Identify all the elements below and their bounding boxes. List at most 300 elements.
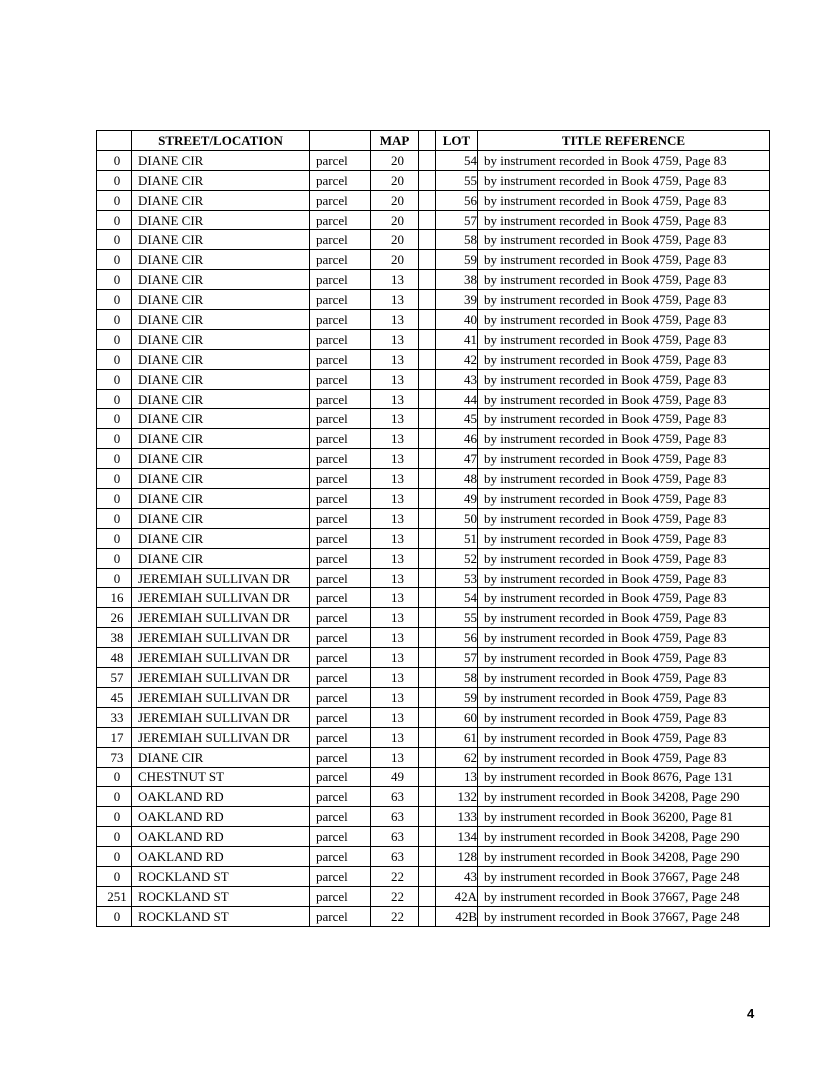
cell-number: 0: [97, 548, 132, 568]
cell-type: parcel: [310, 588, 371, 608]
cell-type: parcel: [310, 668, 371, 688]
cell-map: 13: [371, 290, 419, 310]
table-row: [97, 290, 770, 310]
cell-title-reference: by instrument recorded in Book 34208, Page 290: [478, 787, 770, 807]
cell-map: 13: [371, 668, 419, 688]
cell-map: 22: [371, 886, 419, 906]
cell-spacer: [419, 349, 436, 369]
cell-spacer: [419, 787, 436, 807]
cell-spacer: [419, 648, 436, 668]
cell-type: parcel: [310, 508, 371, 528]
cell-street-location: CHESTNUT ST: [132, 767, 310, 787]
cell-title-reference: by instrument recorded in Book 4759, Page 83: [478, 489, 770, 509]
cell-spacer: [419, 668, 436, 688]
cell-spacer: [419, 528, 436, 548]
cell-lot: 43: [436, 866, 478, 886]
cell-title-reference: by instrument recorded in Book 4759, Page 83: [478, 449, 770, 469]
table-row: [97, 270, 770, 290]
cell-map: 13: [371, 310, 419, 330]
cell-spacer: [419, 469, 436, 489]
cell-spacer: [419, 847, 436, 867]
cell-number: 0: [97, 150, 132, 170]
cell-spacer: [419, 767, 436, 787]
cell-lot: 42B: [436, 906, 478, 926]
table-row: [97, 230, 770, 250]
table-row: [97, 568, 770, 588]
cell-title-reference: by instrument recorded in Book 36200, Page 81: [478, 807, 770, 827]
cell-type: parcel: [310, 747, 371, 767]
cell-number: 0: [97, 807, 132, 827]
cell-lot: 56: [436, 628, 478, 648]
cell-lot: 133: [436, 807, 478, 827]
cell-type: parcel: [310, 807, 371, 827]
cell-map: 20: [371, 170, 419, 190]
cell-street-location: ROCKLAND ST: [132, 866, 310, 886]
cell-spacer: [419, 568, 436, 588]
cell-title-reference: by instrument recorded in Book 4759, Page 83: [478, 150, 770, 170]
cell-title-reference: by instrument recorded in Book 4759, Page 83: [478, 608, 770, 628]
table-row: [97, 150, 770, 170]
cell-street-location: JEREMIAH SULLIVAN DR: [132, 648, 310, 668]
cell-spacer: [419, 150, 436, 170]
cell-spacer: [419, 449, 436, 469]
cell-number: 0: [97, 767, 132, 787]
cell-type: parcel: [310, 648, 371, 668]
cell-map: 13: [371, 369, 419, 389]
cell-title-reference: by instrument recorded in Book 4759, Page 83: [478, 568, 770, 588]
cell-lot: 59: [436, 250, 478, 270]
cell-street-location: JEREMIAH SULLIVAN DR: [132, 727, 310, 747]
cell-title-reference: by instrument recorded in Book 4759, Page 83: [478, 389, 770, 409]
cell-spacer: [419, 190, 436, 210]
cell-street-location: DIANE CIR: [132, 508, 310, 528]
cell-lot: 54: [436, 150, 478, 170]
cell-map: 13: [371, 389, 419, 409]
cell-type: parcel: [310, 906, 371, 926]
cell-map: 13: [371, 707, 419, 727]
cell-street-location: DIANE CIR: [132, 489, 310, 509]
cell-map: 20: [371, 210, 419, 230]
cell-spacer: [419, 886, 436, 906]
cell-type: parcel: [310, 389, 371, 409]
cell-map: 13: [371, 648, 419, 668]
cell-title-reference: by instrument recorded in Book 4759, Page 83: [478, 548, 770, 568]
cell-spacer: [419, 270, 436, 290]
cell-spacer: [419, 369, 436, 389]
cell-type: parcel: [310, 707, 371, 727]
cell-street-location: DIANE CIR: [132, 369, 310, 389]
table-row: [97, 369, 770, 389]
cell-spacer: [419, 548, 436, 568]
cell-type: parcel: [310, 329, 371, 349]
cell-lot: 57: [436, 210, 478, 230]
cell-spacer: [419, 608, 436, 628]
cell-type: parcel: [310, 469, 371, 489]
cell-map: 13: [371, 489, 419, 509]
cell-title-reference: by instrument recorded in Book 34208, Page 290: [478, 847, 770, 867]
cell-title-reference: by instrument recorded in Book 37667, Page 248: [478, 906, 770, 926]
cell-street-location: JEREMIAH SULLIVAN DR: [132, 568, 310, 588]
cell-type: parcel: [310, 866, 371, 886]
table-row: [97, 847, 770, 867]
cell-lot: 40: [436, 310, 478, 330]
cell-title-reference: by instrument recorded in Book 4759, Page 83: [478, 270, 770, 290]
table-row: [97, 906, 770, 926]
table-row: [97, 469, 770, 489]
cell-title-reference: by instrument recorded in Book 4759, Page 83: [478, 409, 770, 429]
cell-lot: 13: [436, 767, 478, 787]
cell-number: 38: [97, 628, 132, 648]
cell-title-reference: by instrument recorded in Book 4759, Page 83: [478, 668, 770, 688]
cell-map: 13: [371, 548, 419, 568]
table-row: [97, 807, 770, 827]
cell-title-reference: by instrument recorded in Book 4759, Page 83: [478, 469, 770, 489]
cell-map: 63: [371, 807, 419, 827]
cell-number: 0: [97, 906, 132, 926]
cell-map: 20: [371, 250, 419, 270]
header-spacer: [419, 131, 436, 151]
cell-map: 13: [371, 687, 419, 707]
table-body: [97, 150, 770, 926]
cell-map: 22: [371, 866, 419, 886]
cell-lot: 52: [436, 548, 478, 568]
cell-street-location: ROCKLAND ST: [132, 886, 310, 906]
cell-spacer: [419, 310, 436, 330]
cell-type: parcel: [310, 230, 371, 250]
cell-spacer: [419, 329, 436, 349]
cell-type: parcel: [310, 568, 371, 588]
cell-lot: 38: [436, 270, 478, 290]
cell-number: 251: [97, 886, 132, 906]
cell-lot: 60: [436, 707, 478, 727]
cell-lot: 58: [436, 230, 478, 250]
cell-title-reference: by instrument recorded in Book 4759, Page 83: [478, 707, 770, 727]
cell-street-location: DIANE CIR: [132, 429, 310, 449]
cell-map: 63: [371, 847, 419, 867]
cell-map: 13: [371, 528, 419, 548]
table-row: [97, 648, 770, 668]
cell-type: parcel: [310, 170, 371, 190]
table-row: [97, 707, 770, 727]
cell-lot: 55: [436, 608, 478, 628]
cell-title-reference: by instrument recorded in Book 4759, Page 83: [478, 628, 770, 648]
cell-lot: 48: [436, 469, 478, 489]
table-row: [97, 886, 770, 906]
cell-spacer: [419, 807, 436, 827]
table-row: [97, 210, 770, 230]
cell-title-reference: by instrument recorded in Book 4759, Page 83: [478, 310, 770, 330]
table-row: [97, 528, 770, 548]
cell-street-location: OAKLAND RD: [132, 847, 310, 867]
cell-lot: 44: [436, 389, 478, 409]
header-lot: LOT: [436, 131, 478, 151]
cell-spacer: [419, 588, 436, 608]
cell-number: 0: [97, 787, 132, 807]
cell-street-location: JEREMIAH SULLIVAN DR: [132, 608, 310, 628]
parcel-table: [96, 130, 770, 927]
cell-map: 20: [371, 190, 419, 210]
cell-number: 57: [97, 668, 132, 688]
cell-spacer: [419, 827, 436, 847]
cell-lot: 50: [436, 508, 478, 528]
cell-number: 48: [97, 648, 132, 668]
cell-type: parcel: [310, 150, 371, 170]
cell-spacer: [419, 230, 436, 250]
cell-street-location: OAKLAND RD: [132, 807, 310, 827]
cell-lot: 49: [436, 489, 478, 509]
cell-street-location: DIANE CIR: [132, 210, 310, 230]
cell-type: parcel: [310, 886, 371, 906]
cell-spacer: [419, 429, 436, 449]
cell-street-location: DIANE CIR: [132, 747, 310, 767]
cell-street-location: DIANE CIR: [132, 270, 310, 290]
cell-map: 13: [371, 270, 419, 290]
table-row: [97, 827, 770, 847]
cell-number: 0: [97, 230, 132, 250]
cell-type: parcel: [310, 270, 371, 290]
cell-title-reference: by instrument recorded in Book 4759, Page 83: [478, 648, 770, 668]
table-row: [97, 767, 770, 787]
cell-title-reference: by instrument recorded in Book 4759, Page 83: [478, 727, 770, 747]
cell-lot: 128: [436, 847, 478, 867]
cell-street-location: JEREMIAH SULLIVAN DR: [132, 628, 310, 648]
cell-map: 13: [371, 588, 419, 608]
header-map: MAP: [371, 131, 419, 151]
cell-map: 13: [371, 429, 419, 449]
cell-map: 13: [371, 409, 419, 429]
cell-lot: 134: [436, 827, 478, 847]
cell-type: parcel: [310, 250, 371, 270]
table-row: [97, 489, 770, 509]
cell-title-reference: by instrument recorded in Book 37667, Page 248: [478, 866, 770, 886]
cell-type: parcel: [310, 349, 371, 369]
cell-number: 0: [97, 290, 132, 310]
cell-type: parcel: [310, 290, 371, 310]
cell-number: 0: [97, 210, 132, 230]
cell-lot: 39: [436, 290, 478, 310]
cell-type: parcel: [310, 489, 371, 509]
cell-map: 13: [371, 747, 419, 767]
cell-number: 0: [97, 349, 132, 369]
cell-street-location: DIANE CIR: [132, 190, 310, 210]
cell-map: 13: [371, 469, 419, 489]
table-row: [97, 170, 770, 190]
cell-spacer: [419, 906, 436, 926]
cell-number: 0: [97, 508, 132, 528]
cell-lot: 62: [436, 747, 478, 767]
cell-lot: 41: [436, 329, 478, 349]
cell-title-reference: by instrument recorded in Book 4759, Page 83: [478, 190, 770, 210]
cell-title-reference: by instrument recorded in Book 4759, Page 83: [478, 528, 770, 548]
cell-spacer: [419, 866, 436, 886]
cell-title-reference: by instrument recorded in Book 4759, Page 83: [478, 588, 770, 608]
table-row: [97, 310, 770, 330]
cell-street-location: DIANE CIR: [132, 389, 310, 409]
cell-title-reference: by instrument recorded in Book 8676, Page 131: [478, 767, 770, 787]
cell-map: 13: [371, 449, 419, 469]
cell-type: parcel: [310, 847, 371, 867]
cell-type: parcel: [310, 449, 371, 469]
cell-lot: 59: [436, 687, 478, 707]
cell-map: 20: [371, 150, 419, 170]
cell-number: 0: [97, 250, 132, 270]
cell-title-reference: by instrument recorded in Book 4759, Page 83: [478, 429, 770, 449]
cell-lot: 56: [436, 190, 478, 210]
cell-title-reference: by instrument recorded in Book 4759, Page 83: [478, 369, 770, 389]
cell-number: 0: [97, 847, 132, 867]
cell-spacer: [419, 389, 436, 409]
cell-spacer: [419, 687, 436, 707]
cell-street-location: DIANE CIR: [132, 329, 310, 349]
cell-type: parcel: [310, 210, 371, 230]
cell-spacer: [419, 409, 436, 429]
cell-spacer: [419, 707, 436, 727]
table-row: [97, 329, 770, 349]
cell-number: 0: [97, 568, 132, 588]
cell-type: parcel: [310, 827, 371, 847]
cell-street-location: DIANE CIR: [132, 290, 310, 310]
table-row: [97, 727, 770, 747]
cell-title-reference: by instrument recorded in Book 4759, Page 83: [478, 170, 770, 190]
cell-map: 13: [371, 628, 419, 648]
cell-title-reference: by instrument recorded in Book 4759, Page 83: [478, 230, 770, 250]
cell-type: parcel: [310, 628, 371, 648]
cell-number: 0: [97, 449, 132, 469]
cell-lot: 57: [436, 648, 478, 668]
cell-spacer: [419, 508, 436, 528]
cell-number: 0: [97, 389, 132, 409]
cell-street-location: ROCKLAND ST: [132, 906, 310, 926]
cell-spacer: [419, 489, 436, 509]
cell-number: 0: [97, 409, 132, 429]
table-row: [97, 409, 770, 429]
cell-title-reference: by instrument recorded in Book 4759, Page 83: [478, 210, 770, 230]
cell-type: parcel: [310, 190, 371, 210]
cell-street-location: JEREMIAH SULLIVAN DR: [132, 707, 310, 727]
cell-street-location: DIANE CIR: [132, 170, 310, 190]
cell-street-location: DIANE CIR: [132, 349, 310, 369]
cell-spacer: [419, 210, 436, 230]
cell-type: parcel: [310, 369, 371, 389]
cell-type: parcel: [310, 429, 371, 449]
cell-type: parcel: [310, 727, 371, 747]
cell-title-reference: by instrument recorded in Book 4759, Page 83: [478, 349, 770, 369]
table-row: [97, 866, 770, 886]
cell-map: 13: [371, 608, 419, 628]
cell-map: 13: [371, 329, 419, 349]
cell-map: 63: [371, 827, 419, 847]
table-row: [97, 349, 770, 369]
cell-map: 13: [371, 727, 419, 747]
cell-street-location: DIANE CIR: [132, 548, 310, 568]
cell-spacer: [419, 290, 436, 310]
cell-title-reference: by instrument recorded in Book 4759, Page 83: [478, 687, 770, 707]
cell-spacer: [419, 628, 436, 648]
cell-street-location: DIANE CIR: [132, 469, 310, 489]
cell-street-location: JEREMIAH SULLIVAN DR: [132, 668, 310, 688]
cell-lot: 45: [436, 409, 478, 429]
cell-spacer: [419, 170, 436, 190]
cell-number: 33: [97, 707, 132, 727]
cell-type: parcel: [310, 787, 371, 807]
cell-map: 22: [371, 906, 419, 926]
cell-map: 63: [371, 787, 419, 807]
table-row: [97, 787, 770, 807]
cell-number: 0: [97, 489, 132, 509]
table-row: [97, 429, 770, 449]
cell-map: 13: [371, 568, 419, 588]
cell-type: parcel: [310, 548, 371, 568]
cell-lot: 132: [436, 787, 478, 807]
cell-lot: 42A: [436, 886, 478, 906]
cell-number: 17: [97, 727, 132, 747]
header-number: [97, 131, 132, 151]
cell-title-reference: by instrument recorded in Book 4759, Page 83: [478, 747, 770, 767]
cell-number: 73: [97, 747, 132, 767]
cell-type: parcel: [310, 409, 371, 429]
table-row: [97, 250, 770, 270]
cell-number: 0: [97, 469, 132, 489]
cell-type: parcel: [310, 608, 371, 628]
cell-number: 0: [97, 827, 132, 847]
cell-map: 20: [371, 230, 419, 250]
cell-number: 0: [97, 429, 132, 449]
cell-street-location: DIANE CIR: [132, 150, 310, 170]
table-row: [97, 588, 770, 608]
table-row: [97, 747, 770, 767]
table-row: [97, 668, 770, 688]
cell-title-reference: by instrument recorded in Book 4759, Page 83: [478, 290, 770, 310]
table-row: [97, 687, 770, 707]
cell-street-location: DIANE CIR: [132, 230, 310, 250]
cell-number: 0: [97, 310, 132, 330]
cell-street-location: DIANE CIR: [132, 528, 310, 548]
cell-spacer: [419, 727, 436, 747]
cell-number: 0: [97, 190, 132, 210]
table-row: [97, 389, 770, 409]
cell-title-reference: by instrument recorded in Book 4759, Page 83: [478, 250, 770, 270]
cell-lot: 47: [436, 449, 478, 469]
cell-lot: 58: [436, 668, 478, 688]
cell-type: parcel: [310, 310, 371, 330]
cell-type: parcel: [310, 687, 371, 707]
table-row: [97, 508, 770, 528]
cell-map: 13: [371, 349, 419, 369]
cell-street-location: JEREMIAH SULLIVAN DR: [132, 687, 310, 707]
cell-number: 0: [97, 170, 132, 190]
header-type: [310, 131, 371, 151]
cell-number: 0: [97, 866, 132, 886]
cell-street-location: OAKLAND RD: [132, 827, 310, 847]
table-row: [97, 608, 770, 628]
cell-lot: 54: [436, 588, 478, 608]
cell-street-location: DIANE CIR: [132, 449, 310, 469]
cell-street-location: JEREMIAH SULLIVAN DR: [132, 588, 310, 608]
cell-number: 45: [97, 687, 132, 707]
cell-street-location: OAKLAND RD: [132, 787, 310, 807]
table-row: [97, 190, 770, 210]
cell-title-reference: by instrument recorded in Book 34208, Page 290: [478, 827, 770, 847]
cell-number: 0: [97, 369, 132, 389]
cell-lot: 55: [436, 170, 478, 190]
cell-title-reference: by instrument recorded in Book 37667, Page 248: [478, 886, 770, 906]
cell-lot: 43: [436, 369, 478, 389]
cell-lot: 42: [436, 349, 478, 369]
cell-type: parcel: [310, 528, 371, 548]
table-row: [97, 449, 770, 469]
table-row: [97, 628, 770, 648]
cell-title-reference: by instrument recorded in Book 4759, Page 83: [478, 329, 770, 349]
